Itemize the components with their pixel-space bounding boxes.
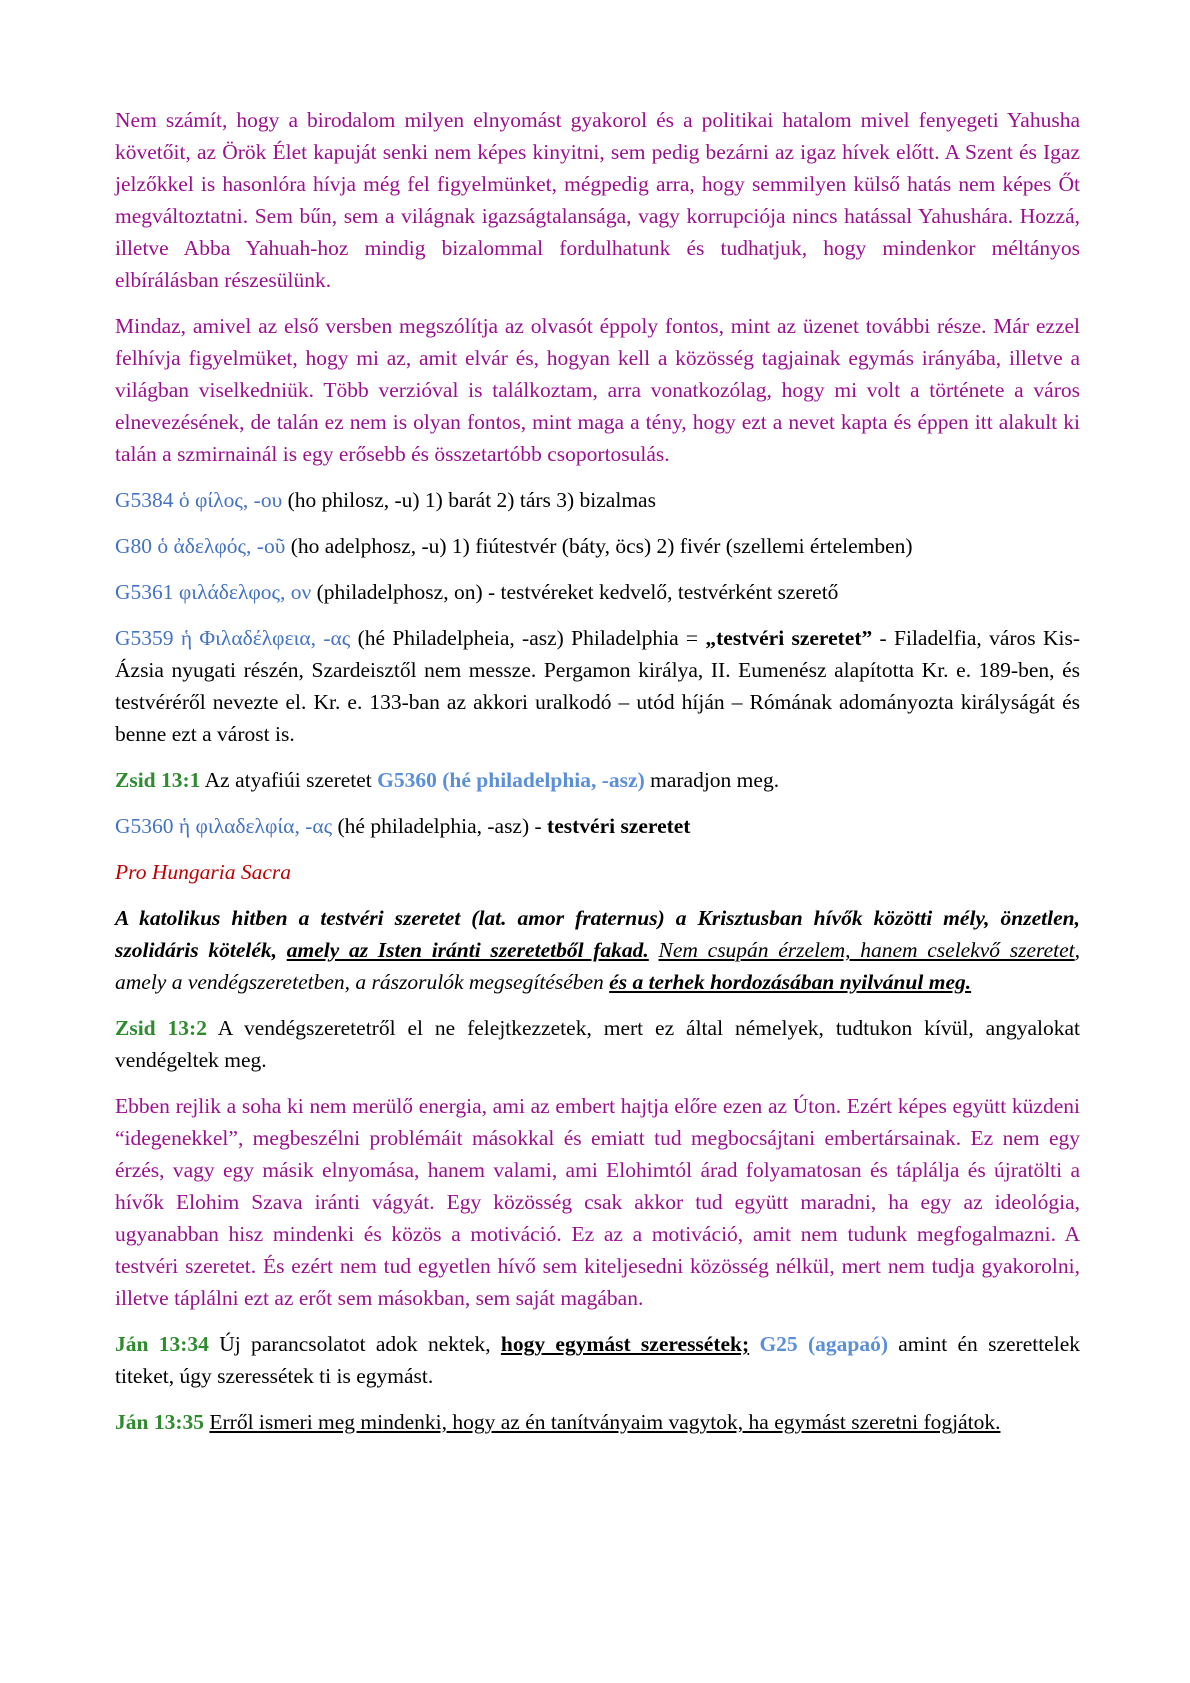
quote-part1: A katolikus hitben a testvéri szeretet (lat. amor fraternus) a Krisztusban hívők közötti mély, önzetlen, szolidáris kötelék,	[115, 906, 1080, 962]
strong-code-g80: G80 ὁ ἀδελφός, -οῦ	[115, 534, 286, 558]
quote-part5: , amely a vendégszeretetben, a rászorulók megsegítésében	[115, 938, 1081, 994]
verse-text-zsid-13-2: A vendégszeretetről el ne felejtkezzetek, mert ez által némelyek, tudtukon kívül, angyalokat vendégeltek meg.	[115, 1016, 1080, 1072]
quote-part4: Nem csupán érzelem, hanem cselekvő szeretet	[658, 938, 1075, 962]
strong-code-g5361: G5361 φιλάδελφος, ον	[115, 580, 312, 604]
entry-g5360	[115, 810, 1080, 842]
verse-ref-zsid-13-1: Zsid 13:1	[115, 768, 201, 792]
entry-g5384-text: (ho philosz, -u) 1) barát 2) társ 3) bizalmas	[282, 488, 656, 512]
entry-g5360-meaning: testvéri szeretet	[547, 814, 691, 838]
verse-ref-zsid-13-2: Zsid 13:2	[115, 1016, 207, 1040]
verse-ref-jan-13-35: Ján 13:35	[115, 1410, 204, 1434]
strong-code-inline-g5360: G5360 (hé philadelphia, -asz)	[377, 768, 645, 792]
entry-g5384	[115, 484, 1080, 516]
verse-emphasis-jan-13-34: hogy egymást szeressétek;	[500, 1332, 750, 1356]
strong-code-g5384: G5384 ὁ φίλος, -ου	[115, 488, 283, 512]
catholic-quote	[115, 902, 1080, 998]
verse-jan-13-35	[115, 1406, 1080, 1438]
verse-ref-jan-13-34: Ján 13:34	[115, 1332, 209, 1356]
entry-g5361-text: (philadelphosz, on) - testvéreket kedvelő, testvérként szerető	[311, 580, 839, 604]
verse-text-jan-13-35: Erről ismeri meg mindenki, hogy az én tanítványaim vagytok, ha egymást szeretni fogjátok.	[209, 1410, 1001, 1434]
paragraph-address: Mindaz, amivel az első versben megszólítja az olvasót éppoly fontos, mint az üzenet további része. Már ezzel felhívja figyelmüket, hogy mi az, amit elvár és, hogyan kell a közösség tagjainak egymás irányába, illetve a világban viselkedniük. Több verzióval is találkoztam, arra vonatkozólag, hogy mi volt a története a város elnevezésének, de talán ez nem is olyan fontos, mint maga a tény, hogy ezt a nevet kapta és éppen itt alakult ki talán a szmirnainál is egy erősebb és összetartóbb csoportosulás.	[115, 314, 1080, 466]
entry-g5359-text1: (hé Philadelpheia, -asz) Philadelphia =	[350, 626, 706, 650]
entry-g5359-text2: - Filadelfia, város Kis-Ázsia nyugati részén, Szardeisztől nem messze. Pergamon királya, II. Eumenész alapította Kr. e. 189-ben, és testvéréről nevezte el. Kr. e. 133-ban az akkori uralkodó – utód híján – Rómának adományozta királyságát és benne ezt a várost is.	[115, 626, 1080, 746]
source-title: Pro Hungaria Sacra	[115, 860, 291, 884]
entry-g5359-meaning: „testvéri szeretet”	[705, 626, 873, 650]
quote-part3	[649, 938, 659, 962]
quote-part2: amely az Isten iránti szeretetből fakad.	[286, 938, 649, 962]
verse-zsid-13-1	[115, 764, 1080, 796]
verse-text-jan-13-34b: amint én szerettelek titeket, úgy szeressétek ti is egymást.	[115, 1332, 1080, 1388]
verse-jan-13-34	[115, 1328, 1080, 1392]
verse-text-zsid-13-1a: Az atyafiúi szeretet	[200, 768, 378, 792]
quote-part6: és a terhek hordozásában nyilvánul meg.	[609, 970, 972, 994]
strong-code-g5360: G5360 ἡ φιλαδελφία, -ας	[115, 814, 333, 838]
document-page	[115, 104, 1080, 1452]
strong-code-g25: G25 (agapaó)	[759, 1332, 888, 1356]
entry-g80	[115, 530, 1080, 562]
paragraph-energy: Ebben rejlik a soha ki nem merülő energia, ami az embert hajtja előre ezen az Úton. Ezért képes együtt küzdeni “idegenekkel”, megbeszélni problémáit másokkal és emiatt tud megbocsájtani embertársainak. Ez nem egy érzés, vagy egy másik elnyomása, hanem valami, ami Elohimtól árad folyamatosan és táplálja és újratölti a hívők Elohim Szava iránti vágyát. Egy közösség csak akkor tud együtt maradni, ha egy az ideológia, ugyanabban hisz mindenki és közös a motiváció. Ez az a motiváció, amit nem tudunk megfogalmazni. A testvéri szeretet. És ezért nem tud egyetlen hívő sem kiteljesedni közösség nélkül, mert nem tudja gyakorolni, illetve táplálni ezt az erőt sem másokban, sem saját magában.	[115, 1094, 1080, 1310]
verse-text-jan-13-34a: Új parancsolatot adok nektek,	[208, 1332, 501, 1356]
entry-g5359	[115, 622, 1080, 750]
entry-g80-text: (ho adelphosz, -u) 1) fiútestvér (báty, öcs) 2) fivér (szellemi értelemben)	[285, 534, 913, 558]
strong-code-g5359: G5359 ἡ Φιλαδέλφεια, -ας	[115, 626, 351, 650]
verse-zsid-13-2	[115, 1012, 1080, 1076]
verse-text-zsid-13-1b: maradjon meg.	[644, 768, 780, 792]
paragraph-intro: Nem számít, hogy a birodalom milyen elnyomást gyakorol és a politikai hatalom mivel fenyegeti Yahusha követőit, az Örök Élet kapuját senki nem képes kinyitni, sem pedig bezárni az igaz hívek előtt. A Szent és Igaz jelzőkkel is hasonlóra hívja még fel figyelmünket, mégpedig arra, hogy semmilyen külső hatás nem képes Őt megváltoztatni. Sem bűn, sem a világnak igazságtalansága, vagy korrupciója nincs hatással Yahushára. Hozzá, illetve Abba Yahuah-hoz mindig bizalommal fordulhatunk és tudhatjuk, hogy mindenkor méltányos elbírálásban részesülünk.	[115, 108, 1080, 292]
entry-g5360-text: (hé philadelphia, -asz) -	[332, 814, 548, 838]
entry-g5361	[115, 576, 1080, 608]
